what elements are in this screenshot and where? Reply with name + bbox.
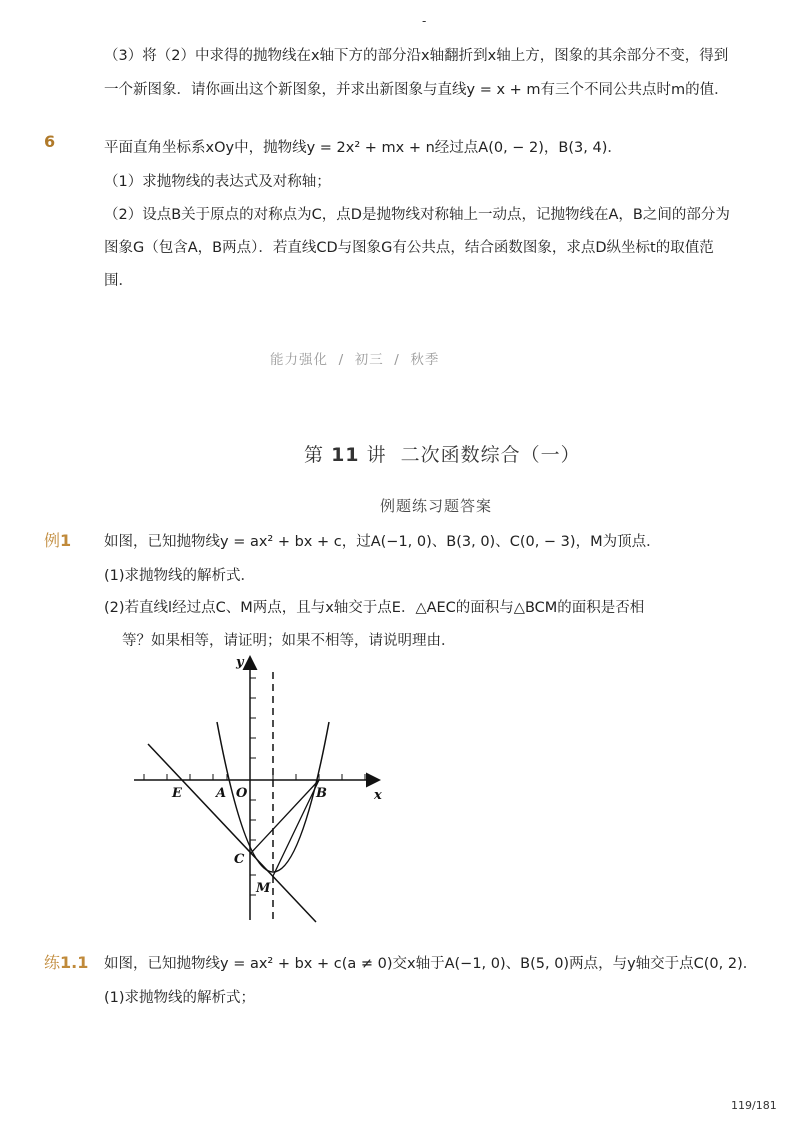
label-m: M xyxy=(256,881,271,896)
example-label-num: 1 xyxy=(60,531,72,550)
label-x: x xyxy=(374,788,382,803)
practice-label-prefix: 练 xyxy=(44,953,61,972)
top-dash-mark: - xyxy=(422,14,427,28)
example1-line4: 等？如果相等，请证明；如果不相等，请说明理由． xyxy=(122,633,456,649)
example-label-prefix: 例 xyxy=(44,531,61,550)
q6-line3: （2）设点B关于原点的对称点为C，点D是抛物线对称轴上一动点，记抛物线在A，B之间的部分为 xyxy=(104,207,730,223)
parabola-figure xyxy=(130,652,390,926)
practice1-line1: 如图，已知抛物线y = ax² + bx + c(a ≠ 0)交x轴于A(−1, 0)、B(5, 0)两点，与y轴交于点C(0, 2)． xyxy=(104,956,758,972)
lecture-suffix: 讲 二次函数综合（一） xyxy=(366,444,581,466)
label-a: A xyxy=(216,786,227,801)
q6-line2: （1）求抛物线的表达式及对称轴； xyxy=(104,174,331,190)
page-number: 119/181 xyxy=(731,1099,777,1112)
lecture-prefix: 第 xyxy=(304,444,325,466)
section-footer-tag: 能力强化 / 初三 / 秋季 xyxy=(270,352,440,368)
practice1-line2: (1)求抛物线的解析式； xyxy=(104,990,256,1006)
segment-cb xyxy=(250,780,319,854)
label-y: y xyxy=(236,655,244,670)
q6-line4: 图象G（包含A，B两点）．若直线CD与图象G有公共点，结合函数图象，求点D纵坐标t的取值范 xyxy=(104,240,714,256)
q6-line1: 平面直角坐标系xOy中，抛物线y = 2x² + mx + n经过点A(0, − 2)，B(3, 4)． xyxy=(104,140,622,156)
lecture-number: 11 xyxy=(331,444,360,466)
q5-part3-line2: 一个新图象．请你画出这个新图象，并求出新图象与直线y = x + m有三个不同公共点时m的值． xyxy=(104,82,729,98)
label-e: E xyxy=(172,786,182,801)
example1-line3: (2)若直线l经过点C、M两点，且与x轴交于点E．△AEC的面积与△BCM的面积是否相 xyxy=(104,600,645,616)
example-label xyxy=(44,528,71,551)
q6-line5: 围． xyxy=(104,273,133,289)
label-b: B xyxy=(316,786,327,801)
question-number: 6 xyxy=(44,132,56,151)
practice-label-num: 1.1 xyxy=(60,953,89,972)
label-o: O xyxy=(236,786,248,801)
practice-label xyxy=(44,950,88,973)
lecture-subtitle: 例题练习题答案 xyxy=(380,497,493,515)
label-c: C xyxy=(234,852,245,867)
lecture-title xyxy=(304,440,581,467)
q5-part3-line1: （3）将（2）中求得的抛物线在x轴下方的部分沿x轴翻折到x轴上方，图象的其余部分不变，得到 xyxy=(104,48,729,64)
segment-bm xyxy=(273,780,319,876)
example1-line1: 如图，已知抛物线y = ax² + bx + c，过A(−1, 0)、B(3, 0)、C(0, − 3)，M为顶点． xyxy=(104,534,661,550)
line-l xyxy=(148,744,316,922)
example1-line2: (1)求抛物线的解析式． xyxy=(104,568,256,584)
y-ticks xyxy=(250,678,256,895)
